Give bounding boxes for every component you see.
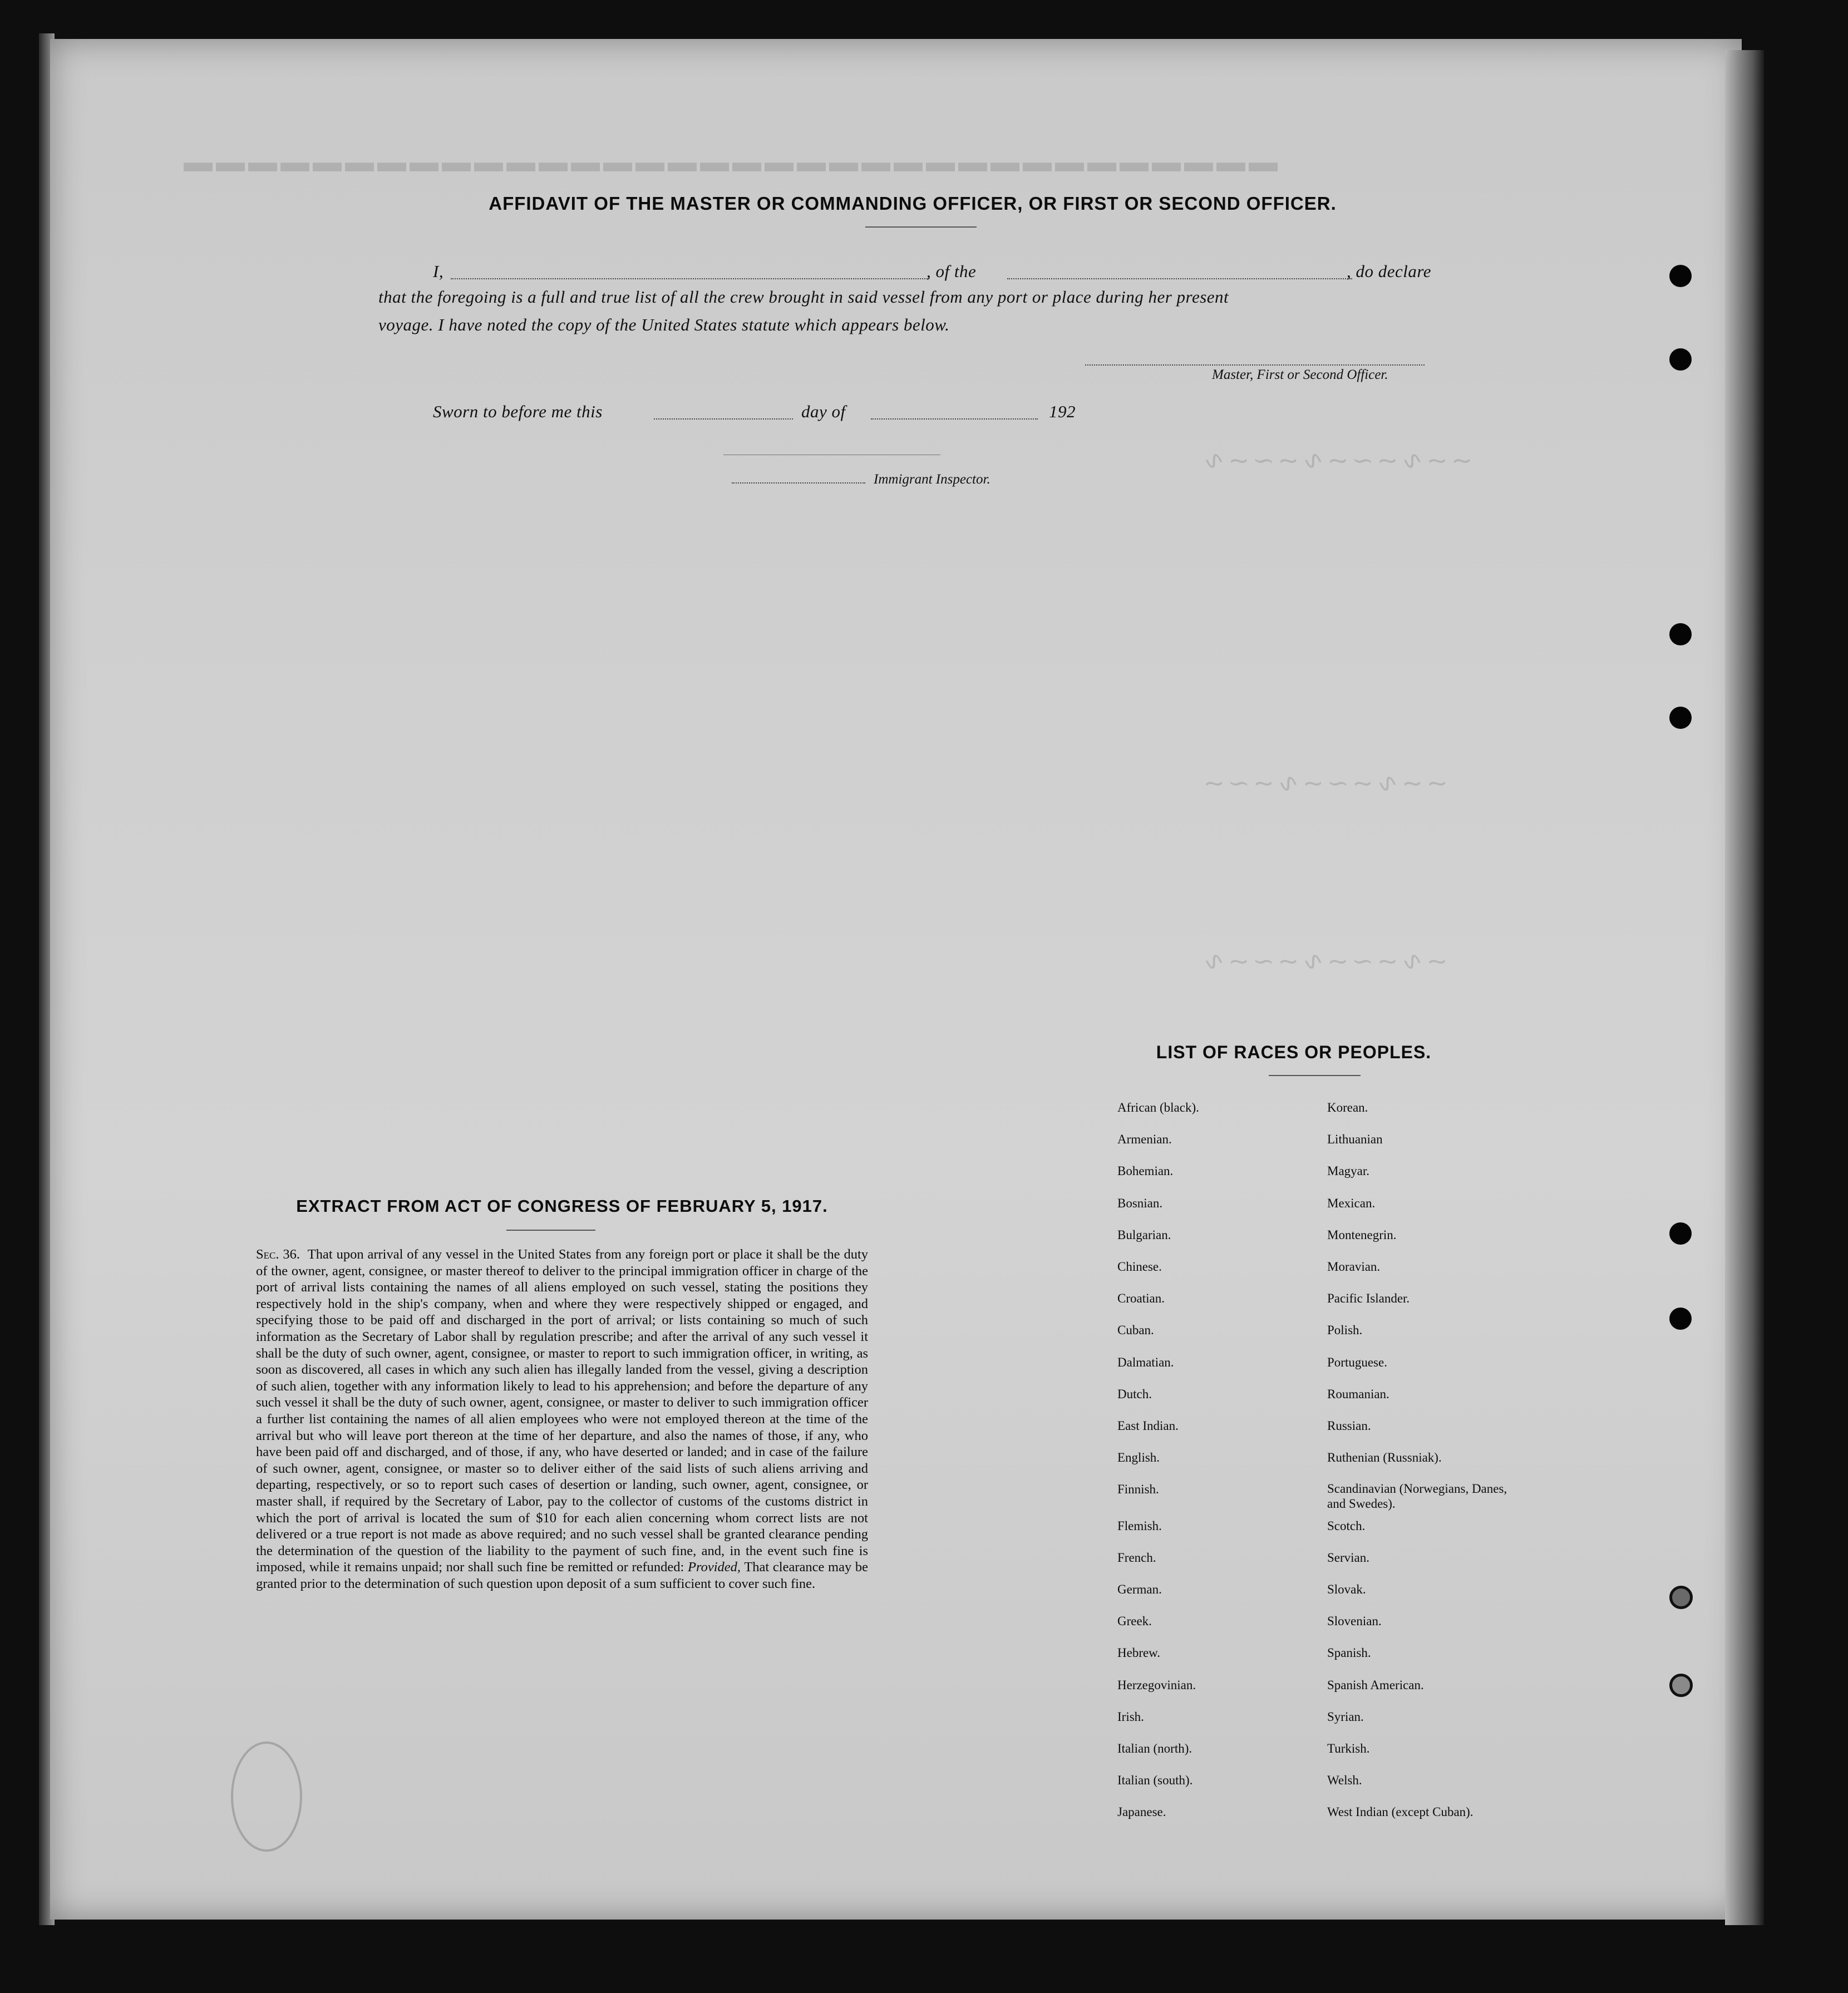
inspector-signature-field[interactable]	[732, 482, 865, 484]
race-item: Cuban.	[1117, 1323, 1154, 1338]
affidavit-line3: voyage. I have noted the copy of the United States statute which appears below.	[378, 315, 950, 334]
affidavit-line2: that the foregoing is a full and true list of all the crew brought in said vessel from any port or place during her present	[378, 287, 1229, 307]
race-item: Greek.	[1117, 1614, 1152, 1629]
master-signature-label: Master, First or Second Officer.	[1212, 367, 1388, 382]
race-item: Slovenian.	[1327, 1614, 1382, 1629]
race-item: Pacific Islander.	[1327, 1291, 1410, 1306]
race-item: Bosnian.	[1117, 1196, 1163, 1210]
race-item: Italian (north).	[1117, 1742, 1192, 1755]
race-item: Spanish.	[1327, 1646, 1371, 1660]
race-item: Lithuanian	[1327, 1132, 1383, 1147]
punch-hole	[1669, 265, 1692, 287]
race-item: East Indian.	[1117, 1419, 1179, 1433]
race-item: Scotch.	[1327, 1518, 1366, 1533]
bleed-through-handwriting: ∽∿∽∼∽∿∽∼∽∿	[1202, 947, 1450, 975]
sworn-month-field[interactable]	[871, 418, 1038, 420]
race-item: Dalmatian.	[1117, 1355, 1174, 1369]
race-item: Slovak.	[1327, 1582, 1366, 1596]
race-item: Italian (south).	[1117, 1773, 1193, 1788]
punch-hole	[1669, 707, 1692, 729]
bleed-through-text: ▬▬▬▬▬▬▬▬▬▬▬▬▬▬▬▬▬▬▬▬▬▬▬▬▬▬▬▬▬▬▬▬▬▬	[184, 146, 1281, 178]
race-item: West Indian (except Cuban).	[1327, 1805, 1474, 1819]
race-item: German.	[1117, 1582, 1162, 1596]
race-item: Roumanian.	[1327, 1387, 1389, 1401]
race-item: African (black).	[1117, 1101, 1199, 1114]
punch-hole	[1669, 1308, 1692, 1330]
race-item: Russian.	[1327, 1419, 1371, 1433]
race-item: Magyar.	[1327, 1164, 1370, 1178]
sworn-day-field[interactable]	[654, 418, 793, 420]
race-item: Herzegovinian.	[1117, 1678, 1196, 1692]
page-edge-right	[1725, 50, 1764, 1925]
section-tail: That clearance may be granted prior to the determination of such question upon deposit of a sum sufficient to cover such fine.	[256, 1560, 869, 1591]
race-item: Syrian.	[1327, 1709, 1364, 1724]
race-item: Montenegrin.	[1327, 1227, 1397, 1242]
race-item: Korean.	[1327, 1101, 1368, 1114]
race-item: Welsh.	[1327, 1773, 1362, 1788]
race-item: Mexican.	[1327, 1196, 1376, 1210]
race-item: Ruthenian (Russniak).	[1327, 1451, 1442, 1465]
faded-seal-stamp	[231, 1742, 302, 1852]
section-text: That upon arrival of any vessel in the United States from any foreign port or place it shall be the duty of the owner, agent, consignee, or master thereof to deliver to the principal immigration officer in charge of the port of arrival lists containing the names of all aliens employed on such vessel, stating the positions they respectively hold in the ship's company, when and where they were respectively shipped or engaged, and specifying those to be paid off and discharged in the port of arrival; or lists containing so much of such information as the Secretary of Labor shall by regulation prescribe; and after the arrival of any such vessel it shall be the duty of such owner, agent, consignee, or master to report to such immigration officer, in writing, as soon as discovered, all cases in which any such alien has illegally landed from the vessel, giving a description of such alien, together with any information likely to lead to his apprehension; and before the departure of any such vessel it shall be the duty of such owner, agent, consignee, or master to deliver to such immigration officer a further list containing the names of all alien employees who were not employed thereon at the time of the arrival but who will leave port thereon at the time of her departure, and also the names of those, if any, who have been paid off and discharged, and of those, if any, who have deserted or landed; and in case of the failure of such owner, agent, consignee, or master so to deliver either of the said lists of such aliens arriving and departing, respectively, or so to report such cases of desertion or landing, such owner, agent, consignee, or master shall, if required by the Secretary of Labor, pay to the collector of customs of the customs district in which the port of arrival is located the sum of $10 for each alien concerning whom correct lists are not delivered or a true report is not made as above required; and no such vessel shall be granted clearance pending the determination of the question of the liability to the payment of such fine, and, in the event such fine is imposed, while it remains unpaid; nor shall such fine be remitted or refunded:	[256, 1247, 869, 1575]
punch-hole	[1669, 1674, 1693, 1697]
race-item: Japanese.	[1117, 1805, 1166, 1819]
races-title: LIST OF RACES OR PEOPLES.	[1156, 1042, 1432, 1062]
extract-title-rule	[506, 1230, 595, 1231]
race-item: Bulgarian.	[1117, 1227, 1171, 1242]
race-item: Finnish.	[1117, 1482, 1159, 1497]
vessel-name-field[interactable]	[1007, 278, 1352, 279]
bleed-through-handwriting: ∽∽∿∽∼∽∿∽∼∽∿	[1202, 446, 1475, 475]
punch-hole	[1669, 348, 1692, 371]
section-number: Sec. 36.	[256, 1247, 300, 1262]
affidavit-title-rule	[865, 226, 977, 228]
affidavit-line1-declare: , do declare	[1347, 262, 1432, 281]
race-item: Scandinavian (Norwegians, Danes, and Swedes).	[1327, 1482, 1507, 1511]
race-item: Irish.	[1117, 1709, 1144, 1724]
race-item: French.	[1117, 1550, 1156, 1565]
punch-hole	[1669, 623, 1692, 645]
race-item: Flemish.	[1117, 1518, 1162, 1533]
race-item: Polish.	[1327, 1323, 1363, 1338]
race-item: Dutch.	[1117, 1387, 1152, 1401]
affidavit-title: AFFIDAVIT OF THE MASTER OR COMMANDING OFFICER, OR FIRST OR SECOND OFFICER.	[489, 193, 1337, 214]
race-item: Armenian.	[1117, 1132, 1172, 1147]
punch-hole	[1669, 1586, 1693, 1609]
race-item: Portuguese.	[1327, 1355, 1387, 1369]
punch-hole	[1669, 1222, 1692, 1245]
race-item: Bohemian.	[1117, 1164, 1174, 1178]
affidavit-line1-i: I,	[433, 262, 444, 281]
race-item: Moravian.	[1327, 1260, 1381, 1274]
bleed-through-handwriting: ∽∽∿∽∼∽∿∽∼∽	[1202, 769, 1450, 797]
extract-title: EXTRACT FROM ACT OF CONGRESS OF FEBRUARY 5, 1917.	[296, 1196, 828, 1216]
master-name-field[interactable]	[451, 278, 929, 279]
race-item: Hebrew.	[1117, 1646, 1161, 1660]
year-text: 192	[1049, 402, 1076, 421]
day-of-text: day of	[801, 402, 846, 421]
race-item: Servian.	[1327, 1550, 1370, 1565]
race-item: Spanish American.	[1327, 1678, 1424, 1692]
race-item: Croatian.	[1117, 1291, 1165, 1306]
races-title-rule	[1269, 1075, 1361, 1076]
inspector-signature-label: Immigrant Inspector.	[874, 472, 990, 487]
provided-word: Provided,	[688, 1560, 741, 1575]
sworn-text: Sworn to before me this	[433, 402, 603, 421]
affidavit-line1-of-the: , of the	[927, 262, 977, 281]
race-item: Turkish.	[1327, 1742, 1370, 1755]
race-item: Chinese.	[1117, 1260, 1162, 1274]
race-item: English.	[1117, 1451, 1160, 1465]
extract-body	[256, 1246, 868, 1592]
master-signature-field[interactable]	[1085, 364, 1425, 366]
